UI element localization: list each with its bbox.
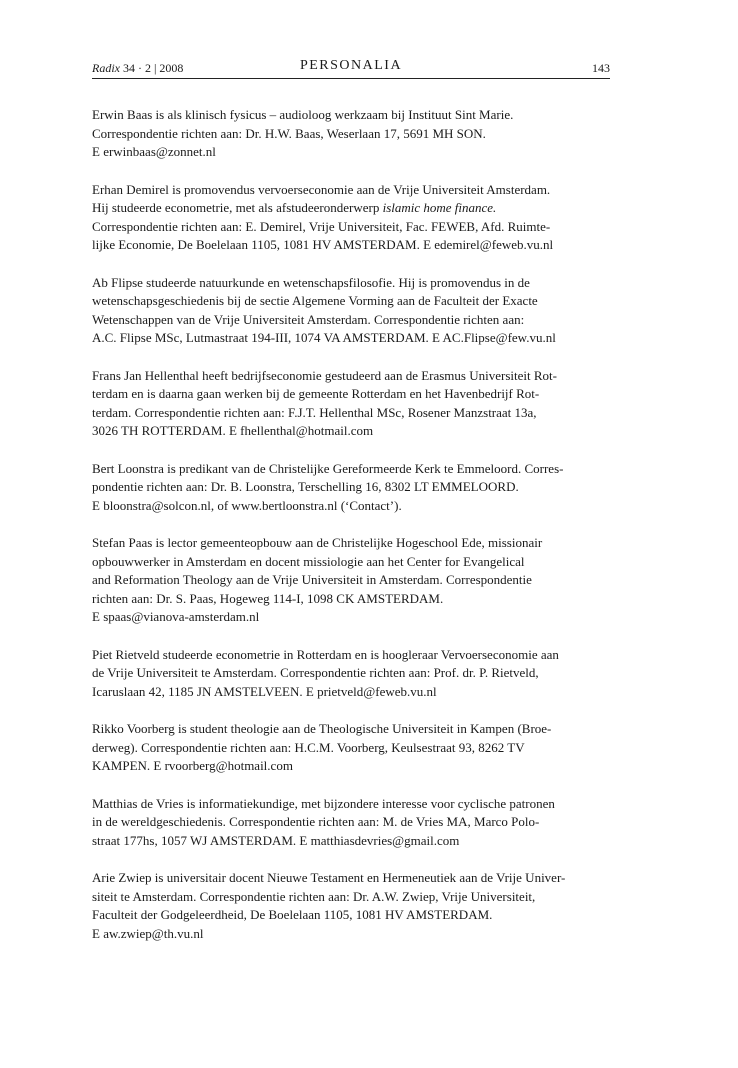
entry-hellenthal [92, 367, 610, 441]
entry-line: Erhan Demirel is promovendus vervoerseconomie aan de Vrije Universiteit Amsterdam. [92, 181, 551, 197]
entry-line: E aw.zwiep@th.vu.nl [92, 925, 204, 941]
entry-line: pondentie richten aan: Dr. B. Loonstra, Terschelling 16, 8302 LT EMMELOORD. [92, 479, 519, 494]
issue-info: 34 · 2 | 2008 [123, 61, 184, 75]
entry-line: Stefan Paas is lector gemeenteopbouw aan de Christelijke Hogeschool Ede, missionair [92, 535, 543, 550]
journal-title: Radix [92, 61, 120, 75]
personalia-list [92, 106, 610, 943]
entry-line: wetenschapsgeschiedenis bij de sectie Algemene Vorming aan de Faculteit der Exacte [92, 293, 538, 308]
entry-line: E bloonstra@solcon.nl, of www.bertloonstra.nl (‘Contact’). [92, 497, 402, 513]
entry-line: Piet Rietveld studeerde econometrie in Rotterdam en is hoogleraar Vervoerseconomie aan [92, 646, 559, 662]
entry-line: Wetenschappen van de Vrije Universiteit Amsterdam. Correspondentie richten aan: [92, 311, 525, 327]
entry-line: lijke Economie, De Boelelaan 1105, 1081 HV AMSTERDAM. E edemirel@feweb.vu.nl [92, 237, 554, 252]
entry-line: Arie Zwiep is universitair docent Nieuwe Testament en Hermeneutiek aan de Vrije Univer- [92, 870, 566, 885]
entry-line: Bert Loonstra is predikant van de Christelijke Gereformeerde Kerk te Emmeloord. Corres- [92, 460, 564, 476]
entry-line: KAMPEN. E rvoorberg@hotmail.com [92, 758, 293, 773]
entry-line: and Reformation Theology aan de Vrije Universiteit in Amsterdam. Correspondentie [92, 572, 532, 587]
entry-demirel [92, 181, 610, 255]
entry-line: derweg). Correspondentie richten aan: H.C.M. Voorberg, Keulsestraat 93, 8262 TV [92, 739, 525, 755]
entry-line: Matthias de Vries is informatiekundige, met bijzondere interesse voor cyclische patronen [92, 795, 555, 811]
entry-line: Rikko Voorberg is student theologie aan de Theologische Universiteit in Kampen (Broe- [92, 721, 552, 736]
entry-line: E spaas@vianova-amsterdam.nl [92, 609, 260, 624]
entry-de-vries [92, 795, 610, 851]
entry-line [92, 199, 610, 218]
entry-line: straat 177hs, 1057 WJ AMSTERDAM. E matthiasdevries@gmail.com [92, 832, 460, 848]
entry-flipse [92, 274, 610, 348]
page [92, 58, 610, 962]
entry-line: Erwin Baas is als klinisch fysicus – audioloog werkzaam bij Instituut Sint Marie. [92, 107, 514, 122]
entry-line: 3026 TH ROTTERDAM. E fhellenthal@hotmail.com [92, 423, 374, 438]
entry-line: de Vrije Universiteit te Amsterdam. Correspondentie richten aan: Prof. dr. P. Rietveld, [92, 665, 539, 680]
entry-line: terdam. Correspondentie richten aan: F.J.T. Hellenthal MSc, Rosener Manzstraat 13a, [92, 404, 537, 420]
entry-line: Faculteit der Godgeleerdheid, De Boelelaan 1105, 1081 HV AMSTERDAM. [92, 907, 493, 922]
entry-voorberg [92, 720, 610, 776]
entry-line: Correspondentie richten aan: Dr. H.W. Baas, Weserlaan 17, 5691 MH SON. [92, 125, 486, 141]
entry-text: Hij studeerde econometrie, met als afstudeeronderwerp [92, 200, 383, 215]
entry-line: terdam en is daarna gaan werken bij de gemeente Rotterdam en het Havenbedrijf Rot- [92, 386, 540, 401]
entry-line: siteit te Amsterdam. Correspondentie richten aan: Dr. A.W. Zwiep, Vrije Universiteit, [92, 888, 536, 904]
entry-line: in de wereldgeschiedenis. Correspondentie richten aan: M. de Vries MA, Marco Polo- [92, 814, 540, 829]
entry-loonstra [92, 460, 610, 516]
entry-italic-term: islamic home finance. [382, 200, 497, 215]
entry-baas [92, 106, 610, 162]
entry-line: opbouwwerker in Amsterdam en docent missiologie aan het Center for Evangelical [92, 553, 525, 569]
entry-zwiep [92, 869, 610, 943]
running-header [92, 58, 610, 79]
entry-paas [92, 534, 610, 627]
entry-line: E erwinbaas@zonnet.nl [92, 144, 216, 159]
entry-rietveld [92, 646, 610, 702]
page-number: 143 [592, 61, 610, 75]
section-title: PERSONALIA [299, 58, 403, 73]
entry-line: Correspondentie richten aan: E. Demirel, Vrije Universiteit, Fac. FEWEB, Afd. Ruimte- [92, 218, 551, 234]
entry-line: A.C. Flipse MSc, Lutmastraat 194-III, 1074 VA AMSTERDAM. E AC.Flipse@few.vu.nl [92, 330, 556, 345]
entry-line: Frans Jan Hellenthal heeft bedrijfseconomie gestudeerd aan de Erasmus Universiteit Rot- [92, 367, 557, 383]
entry-line: Icaruslaan 42, 1185 JN AMSTELVEEN. E prietveld@feweb.vu.nl [92, 683, 437, 699]
entry-line: Ab Flipse studeerde natuurkunde en wetenschapsfilosofie. Hij is promovendus in de [92, 274, 530, 290]
entry-line: richten aan: Dr. S. Paas, Hogeweg 114-I, 1098 CK AMSTERDAM. [92, 590, 444, 606]
